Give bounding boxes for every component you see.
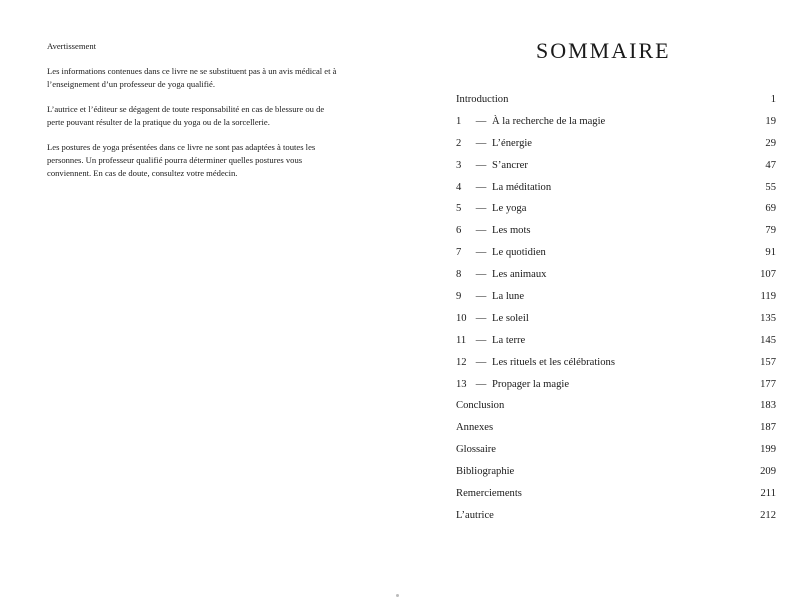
toc-entry-label: Remerciements (456, 488, 522, 500)
toc-page-number: 187 (760, 422, 776, 434)
toc-chapter-number: 11 (456, 334, 467, 346)
toc-entry-label: Conclusion (456, 400, 505, 412)
toc-entry-label: L’autrice (456, 509, 494, 521)
warning-paragraph: Les postures de yoga présentées dans ce livre ne sont pas adaptées à toutes les personnes. Un professeur qualifié pourra déterminer quelles postures vous conviennent. En cas de doute, consultez votre médecin. (47, 142, 316, 178)
toc-page-number: 135 (760, 312, 776, 324)
toc-dash: — (475, 115, 487, 127)
toc-entry-label: La terre (492, 334, 526, 346)
toc-entry-label: Les mots (492, 225, 531, 237)
toc-dash: — (475, 291, 487, 303)
toc-page-number: 145 (760, 334, 776, 346)
toc-chapter-number: 12 (456, 356, 467, 368)
warning-title: Avertissement (47, 41, 97, 51)
toc-page-number: 19 (765, 115, 776, 127)
toc-entry (456, 463, 776, 485)
toc-entry-label: Les rituels et les célébrations (492, 356, 615, 368)
toc-entry (456, 507, 776, 529)
toc-page-number: 107 (760, 269, 776, 281)
toc-entry (456, 157, 776, 179)
toc-page-number: 183 (760, 400, 776, 412)
toc-page-number: 177 (760, 378, 776, 390)
toc-entry-label: La lune (492, 291, 525, 303)
toc-entry (456, 244, 776, 266)
toc-entry-label: À la recherche de la magie (492, 115, 606, 127)
toc-entry (456, 91, 776, 113)
toc-page-number: 91 (765, 247, 776, 259)
toc-chapter-number: 8 (456, 269, 462, 281)
toc-dash: — (475, 356, 487, 368)
toc-chapter-number: 13 (456, 378, 467, 390)
toc-chapter-number: 2 (456, 137, 462, 149)
toc-page-number: 69 (765, 203, 776, 215)
toc-page-number: 209 (760, 466, 776, 478)
toc-entry-label: Le soleil (492, 312, 529, 324)
page-title: SOMMAIRE (536, 38, 671, 63)
toc-entry-label: S’ancrer (492, 159, 528, 171)
toc-page-number: 55 (765, 181, 776, 193)
toc-entry (456, 266, 776, 288)
toc-chapter-number: 7 (456, 247, 462, 259)
toc-entry-label: Les animaux (492, 269, 547, 281)
toc-entry (456, 397, 776, 419)
toc-entry (456, 354, 776, 376)
right-page (400, 0, 800, 600)
toc-page-number: 211 (760, 488, 776, 500)
toc-dash: — (475, 225, 487, 237)
toc-entry-label: Introduction (456, 94, 509, 105)
toc-dash: — (475, 137, 487, 149)
toc-entry-label: Propager la magie (492, 378, 570, 390)
toc-entry (456, 113, 776, 135)
toc-entry (456, 135, 776, 157)
toc-chapter-number: 5 (456, 203, 462, 215)
toc-page-number: 212 (760, 509, 776, 521)
toc-chapter-number: 6 (456, 225, 462, 237)
toc-entry-label: Le yoga (492, 203, 527, 215)
toc-dash: — (475, 159, 487, 171)
toc-entry (456, 310, 776, 332)
toc-dash: — (475, 181, 487, 193)
toc-entry-label: Bibliographie (456, 466, 515, 478)
toc-page-number: 29 (765, 137, 776, 149)
warning-paragraph: Les informations contenues dans ce livre ne se substituent pas à un avis médical et à l’enseignement d’un professeur de yoga qualifié. (47, 66, 337, 89)
toc-dash: — (475, 378, 487, 390)
toc-entry-label: L’énergie (492, 137, 533, 149)
toc-entry (456, 485, 776, 507)
toc-chapter-number: 9 (456, 291, 462, 303)
toc-page-number: 157 (760, 356, 776, 368)
toc-entry (456, 222, 776, 244)
toc-chapter-number: 10 (456, 312, 467, 324)
toc-dash: — (475, 203, 487, 215)
toc-entry-label: Glossaire (456, 444, 497, 456)
toc-page-number: 199 (760, 444, 776, 456)
warning-paragraph: L’autrice et l’éditeur se dégagent de toute responsabilité en cas de blessure ou de perte pouvant résulter de la pratique du yoga ou de la sorcellerie. (47, 104, 325, 127)
toc-page-number: 47 (765, 159, 776, 171)
toc-entry (456, 419, 776, 441)
toc-page-number: 1 (770, 94, 776, 105)
toc-chapter-number: 3 (456, 159, 462, 171)
toc-entry (456, 200, 776, 222)
toc-page-number: 119 (760, 291, 776, 303)
toc-entry (456, 179, 776, 201)
toc-entry (456, 332, 776, 354)
toc-dash: — (475, 334, 487, 346)
toc-entry (456, 288, 776, 310)
toc-entry (456, 441, 776, 463)
toc-chapter-number: 4 (456, 181, 462, 193)
toc-entry (456, 376, 776, 398)
toc-dash: — (475, 247, 487, 259)
table-of-contents (456, 91, 776, 529)
toc-page-number: 79 (765, 225, 776, 237)
warning-block (47, 40, 337, 192)
toc-dash: — (475, 269, 487, 281)
toc-dash: — (475, 312, 487, 324)
toc-entry-label: Le quotidien (492, 247, 546, 259)
gutter-mark (396, 594, 399, 597)
toc-chapter-number: 1 (456, 115, 462, 127)
toc-entry-label: Annexes (456, 422, 494, 434)
toc-entry-label: La méditation (492, 181, 552, 193)
